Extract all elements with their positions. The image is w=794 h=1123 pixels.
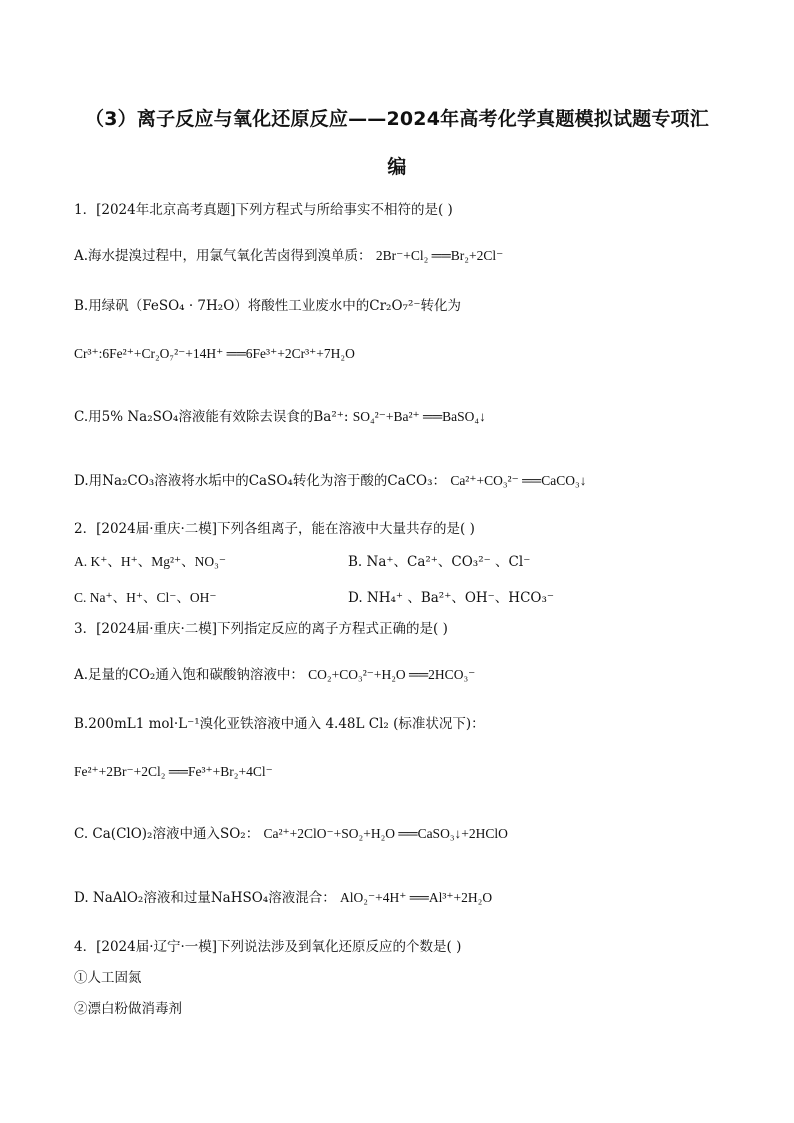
question-1-option-c: [74, 408, 486, 426]
question-1-option-d: [74, 472, 586, 490]
question-3-option-b-equation: [74, 763, 273, 781]
option-d-text: D.用Na₂CO₃溶液将水垢中的CaSO₄转化为溶于酸的CaCO₃：: [74, 473, 447, 489]
question-3-option-b: B.200mL1 mol·L⁻¹溴化亚铁溶液中通入 4.48L Cl₂ (标准状况下)：: [74, 716, 485, 732]
question-1-option-a: [74, 247, 503, 265]
question-4-item-1: ①人工固氮: [74, 970, 142, 986]
question-2-stem: 2．[2024届·重庆·二模]下列各组离子，能在溶液中大量共存的是( ): [74, 521, 475, 537]
option-d-equation: Ca²⁺+CO₃²⁻ ══CaCO₃↓: [450, 473, 587, 488]
question-2-option-a: A. K⁺、H⁺、Mg²⁺、NO₃⁻: [74, 554, 227, 569]
option-b-equation: Cr³⁺:6Fe²⁺+Cr₂O₇²⁻+14H⁺ ══6Fe³⁺+2Cr³⁺+7H₂O: [74, 346, 355, 361]
q3-option-c-text: C. Ca(ClO)₂溶液中通入SO₂：: [74, 826, 260, 842]
page-title-continued: 编: [387, 156, 407, 178]
q3-option-d-equation: AlO₂⁻+4H⁺ ══Al³⁺+2H₂O: [340, 890, 493, 905]
page-title: （3）离子反应与氧化还原反应——2024年高考化学真题模拟试题专项汇: [85, 108, 709, 130]
question-3-option-c: [74, 825, 508, 843]
question-2-options-row-1: [74, 553, 226, 571]
question-4-item-2: ②漂白粉做消毒剂: [74, 1001, 182, 1017]
option-a-text: A.海水提溴过程中，用氯气氧化苦卤得到溴单质：: [74, 248, 372, 264]
question-1-option-b-equation: [74, 345, 355, 363]
option-c-text: C.用5% Na₂SO₄溶液能有效除去误食的Ba²⁺:: [74, 409, 349, 425]
question-2-options-row-2: [74, 589, 217, 607]
question-4-stem: 4．[2024届·辽宁·一模]下列说法涉及到氧化还原反应的个数是( ): [74, 939, 462, 955]
question-2-option-d: D. NH₄⁺ 、Ba²⁺、OH⁻、HCO₃⁻: [348, 590, 555, 606]
q3-option-b-equation: Fe²⁺+2Br⁻+2Cl₂ ══Fe³⁺+Br₂+4Cl⁻: [74, 764, 273, 779]
q3-option-a-text: A.足量的CO₂通入饱和碳酸钠溶液中：: [74, 667, 304, 683]
question-2-option-c: C. Na⁺、H⁺、Cl⁻、OH⁻: [74, 590, 217, 605]
question-3-option-d: [74, 889, 492, 907]
question-3-stem: 3．[2024届·重庆·二模]下列指定反应的离子方程式正确的是( ): [74, 621, 448, 637]
question-3-option-a: [74, 666, 475, 684]
question-1-option-b: B.用绿矾（FeSO₄ · 7H₂O）将酸性工业废水中的Cr₂O₇²⁻转化为: [74, 298, 461, 314]
question-2-option-b: B. Na⁺、Ca²⁺、CO₃²⁻ 、Cl⁻: [348, 554, 531, 570]
option-a-equation: 2Br⁻+Cl₂ ══Br₂+2Cl⁻: [375, 248, 504, 263]
option-c-equation: SO₄²⁻+Ba²⁺ ══BaSO₄↓: [352, 409, 486, 424]
q3-option-a-equation: CO₂+CO₃²⁻+H₂O ══2HCO₃⁻: [308, 667, 476, 682]
q3-option-d-text: D. NaAlO₂溶液和过量NaHSO₄溶液混合：: [74, 890, 336, 906]
q3-option-c-equation: Ca²⁺+2ClO⁻+SO₂+H₂O ══CaSO₃↓+2HClO: [263, 826, 508, 841]
question-1-stem: 1．[2024年北京高考真题]下列方程式与所给事实不相符的是( ): [74, 202, 453, 218]
